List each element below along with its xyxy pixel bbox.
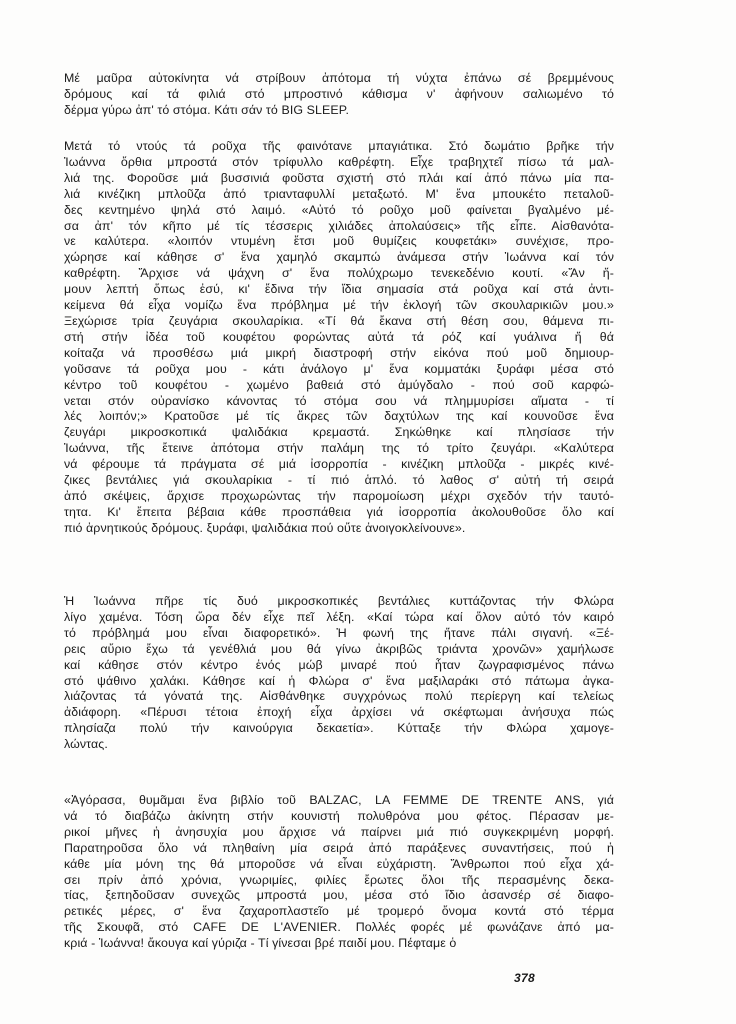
text-line: γοῦσανε τά ροῦχα μου - κάτι ἀνάλογο μ' ἕνα κομματάκι ξυράφι μέσα στό [64,361,614,376]
text-line: λιάζοντας τά γόνατά της. Αἰσθάνθηκε συγχρόνως πολύ περίεργη καί τελείως [64,689,614,704]
text-line: τίας, ξεπηδοῦσαν συνεχῶς μπροστά μου, μέσα στό ἴδιο ἀσανσέρ σέ διαφο- [64,888,614,903]
text-line: πλησίαζα πολύ τήν καινούργια δεκαετία». Κύτταξε τήν Φλώρα χαμογε- [64,721,614,736]
text-line: τῆς Σκουφᾶ, στό CAFE DE L'AVENIER. Πολλές φορές μέ φωνάζανε ἀπό μα- [64,920,614,935]
text-line: Παρατηροῦσα ὅλο νά πληθαίνη μία σειρά ἀπό παράξενες συναντήσεις, πού ἡ [64,840,614,855]
text-line: στό ψάθινο χαλάκι. Κάθησε καί ἡ Φλώρα σ' ἕνα μαξιλαράκι στό πάτωμα ἀγκα- [64,673,614,688]
text-line: Ἡ Ἰωάννα πῆρε τίς δυό μικροσκοπικές βεντάλιες κυττάζοντας τήν Φλώρα [64,594,614,608]
text-line: μουν λεπτή ὅπως ἐσύ, κι' ἔδινα τήν ἴδια σημασία στά ροῦχα καί στά ἀντι- [64,282,614,297]
text-line: νεται στόν οὐρανίσκο κάνοντας τό στόμα σου νά πλημμυρίσει αἵματα - τί [64,393,614,408]
paragraph-2 [64,139,614,537]
paragraph-3 [64,594,614,753]
text-line: νε καλύτερα. «λοιπόν ντυμένη ἔτσι μοῦ θυμίζεις κουφετάκι» συνέχισε, προ- [64,234,614,249]
text-line: ζευγάρι μικροσκοπικά ψαλιδάκια κρεμαστά. Σηκώθηκε καί πλησίασε τήν [64,425,614,440]
text-line: νά φέρουμε τά πράγματα σέ μιά ἰσορροπία - κινέζικη μπλοῦζα - μικρές κινέ- [64,457,614,472]
text-line: λώντας. [64,737,108,752]
text-line: δέρμα γύρω ἀπ' τό στόμα. Κάτι σάν τό BIG SLEEP. [64,102,350,117]
text-line: «Ἀγόρασα, θυμᾶμαι ἕνα βιβλίο τοῦ BALZAC, LA FEMME DE TRENTE ANS, γιά [64,793,614,807]
page-number: 378 [514,971,535,985]
text-line: ἀπό σκέψεις, ἄρχισε προχωρώντας τήν παρομοίωση μέχρι σχεδόν τήν ταυτό- [64,488,614,503]
paragraph-1 [64,71,614,119]
text-line: κείμενα θά εἶχα νομίζω ἕνα πρόβλημα μέ τήν ἐκλογή τῶν σκουλαρικιῶν μου.» [64,298,614,313]
text-line: σει πρίν ἀπό χρόνια, γνωριμίες, φιλίες ἔρωτες ὅλοι τῆς περασμένης δεκα- [64,872,614,887]
text-line: ρετικές μέρες, σ' ἕνα ζαχαροπλαστεῖο μέ τρομερό ὄνομα κοντά στό τέρμα [64,904,614,919]
text-line: πιό ἀρνητικούς δρόμους. ξυράφι, ψαλιδάκια πού οὔτε ἀνοιγοκλείνουνε». [64,520,466,535]
text-line: νά τό διαβάζω ἀκίνητη στήν κουνιστή πολυθρόνα μου φέτος. Πέρασαν με- [64,808,614,823]
text-line: ρεις αὔριο ἔχω τά γενέθλιά μου θά γίνω ἀκριβῶς τριάντα χρονῶν» χαμήλωσε [64,641,614,656]
text-line: κριά - Ἰωάννα! ἄκουγα καί γύριζα - Τί γίνεσαι βρέ παιδί μου. Πέφταμε ὁ [64,936,457,951]
text-line: Μέ μαῦρα αὐτοκίνητα νά στρίβουν ἀπότομα τή νύχτα ἐπάνω σέ βρεμμένους [64,71,614,85]
text-line: δες κεντημένο ψηλά στό λαιμό. «Αὐτό τό ροῦχο μοῦ φαίνεται βγαλμένο μέ- [64,202,614,217]
text-line: στή στήν ἰδέα τοῦ κουφέτου φορώντας αὐτά τά ρόζ καί γυάλινα ἤ θά [64,329,614,344]
text-line: Ἰωάννα, τῆς ἔτεινε ἀπότομα στήν παλάμη της τό τρίτο ζευγάρι. «Καλύτερα [64,441,614,456]
text-line: δρόμους καί τά φιλιά στό μπροστινό κάθισμα ν' ἀφήνουν σαλιωμένο τό [64,86,614,101]
text-line: κοίταζα νά προσθέσω μιά μικρή διαστροφή στήν εἰκόνα πού μοῦ δημιουρ- [64,345,614,360]
text-line: Ἰωάννα ὄρθια μπροστά στόν τρίφυλλο καθρέφτη. Εἶχε τραβηχτεῖ πίσω τά μαλ- [64,154,614,169]
text-line: καθρέφτη. Ἄρχισε νά ψάχνη σ' ἕνα πολύχρωμο τενεκεδένιο κουτί. «Ἄν ἤ- [64,266,614,281]
text-line: χώρησε καί κάθησε σ' ἕνα χαμηλό σκαμπώ ἀνάμεσα στήν Ἰωάννα καί τόν [64,250,614,265]
text-line: κέντρο τοῦ κουφέτου - χωμένο βαθειά στό ἀμύγδαλο - πού σοῦ καρφώ- [64,377,614,392]
text-line: λίγο χαμένα. Τόση ὥρα δέν εἶχε πεῖ λέξη. «Καί τώρα καί ὅλον αὐτό τόν καιρό [64,609,614,624]
text-line: κάθε μία μόνη της θά μποροῦσε νά εἶναι εὐχάριστη. Ἄνθρωποι πού εἶχα χά- [64,856,614,871]
text-line: ζικες βεντάλιες γιά σκουλαρίκια - τί πιό ἁπλό. τό λαθος σ' αὐτή τή σειρά [64,473,614,488]
text-line: καί κάθησε στόν κέντρο ἑνός μώβ μιναρέ πού ἦταν ζωγραφισμένος πάνω [64,657,614,672]
text-line: τό πρόβλημά μου εἶναι διαφορετικό». Ἡ φωνή της ἤτανε πάλι σιγανή. «Ξέ- [64,625,614,640]
text-line: ἀδιάφορη. «Πέρυσι τέτοια ἐποχή εἶχα ἀρχίσει νά σκέφτωμαι ἀνήσυχα πώς [64,705,614,720]
text-line: Ξεχώρισε τρία ζευγάρια σκουλαρίκια. «Τί θά ἔκανα στή θέση σου, θάμενα πι- [64,313,614,328]
text-line: τητα. Κι' ἔπειτα βέβαια κάθε προσπάθεια γιά ἰσορροπία ἀκολουθοῦσε ὅλο καί [64,504,614,519]
paragraph-4 [64,793,614,952]
text-line: ρικοί μῆνες ἡ ἀνησυχία μου ἄρχισε νά παίρνει μιά πιό συγκεκριμένη μορφή. [64,824,614,839]
text-line: λές λοιπόν;» Κρατοῦσε μέ τίς ἄκρες τῶν δαχτύλων της καί κουνοῦσε ἕνα [64,409,614,424]
text-line: σα ἀπ' τόν κῆπο μέ τίς τέσσερις χιλιάδες ἀπολαύσεις» τῆς εἶπε. Αἰσθανότα- [64,218,614,233]
text-line: λιά της. Φοροῦσε μιά βυσσινιά φοῦστα σχιστή στό πλάι καί ἀπό πάνω μία πα- [64,170,614,185]
text-line: λιά κινέζικη μπλοῦζα ἀπό τριανταφυλλί μεταξωτό. Μ' ἕνα μπουκέτο πεταλοῦ- [64,186,614,201]
text-line: Μετά τό ντούς τά ροῦχα τῆς φαινότανε μπαγιάτικα. Στό δωμάτιο βρῆκε τήν [64,139,614,153]
